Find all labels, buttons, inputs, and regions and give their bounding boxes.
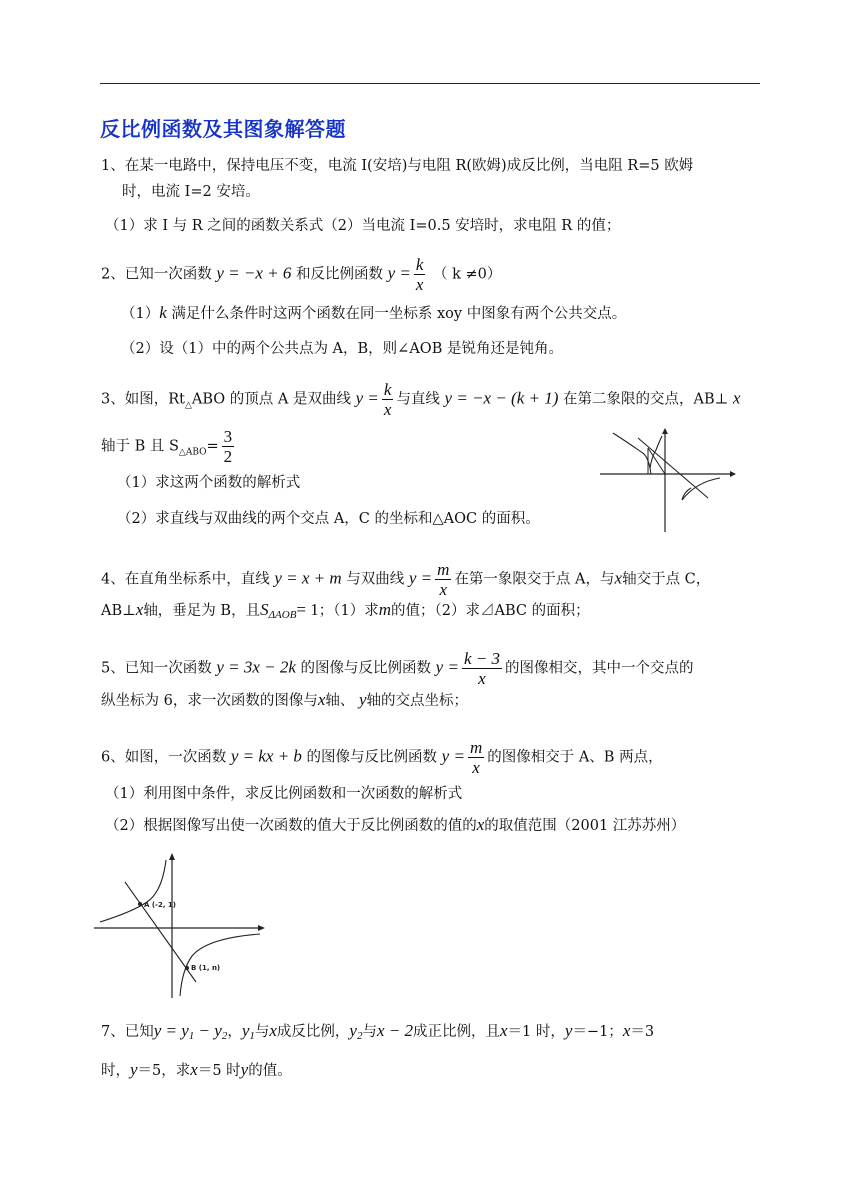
- q3-x-arrow: [730, 471, 736, 477]
- q7-line2-a: 时，: [101, 1063, 130, 1079]
- q7-xa: x: [500, 1021, 508, 1040]
- q3-hyperbola-left-upper: [650, 436, 662, 468]
- q5-prefix: 5、已知一次函数: [101, 660, 212, 677]
- q7-v5: ＝5 时: [197, 1063, 241, 1079]
- q7-y1: y: [241, 1021, 250, 1040]
- q3-y-arrow: [662, 428, 668, 434]
- q4-line2-d: 的值；（2）求⊿ABC 的面积；: [391, 603, 590, 619]
- q3-hyperbola-left: [613, 433, 651, 474]
- q6-y-arrow: [169, 853, 175, 860]
- q2-condition: （ k ≠0）: [433, 266, 502, 283]
- q4-line2: [101, 600, 590, 625]
- q7-v3: ＝3: [630, 1024, 655, 1040]
- q4-S-val: = 1: [296, 600, 319, 619]
- q7-ya: y: [564, 1021, 573, 1040]
- q7-minus-y: − y: [194, 1021, 222, 1040]
- q2-line1: [101, 255, 501, 294]
- q4-fraction: [435, 560, 451, 599]
- q3-frac-num: k: [383, 380, 392, 399]
- q4-mid2: 在第一象限交于点 A，与: [454, 571, 615, 588]
- q3-eq: =: [206, 438, 219, 455]
- q3-line2: [101, 427, 237, 466]
- q6-sub2-a: （2）根据图像写出使一次函数的值大于反比例函数的值的: [105, 818, 477, 834]
- q4-frac-den: x: [439, 580, 448, 599]
- q6-point-A: [138, 902, 142, 906]
- q7-y2: y: [349, 1021, 357, 1040]
- q7-eq1: y = y: [153, 1021, 189, 1040]
- q7-eq1-sub1: 1: [188, 1030, 195, 1042]
- q3-mid1: ABO 的顶点 A 是双曲线: [191, 391, 351, 408]
- q3-line-eq: y = −x − (k + 1): [444, 388, 559, 408]
- q7-x1: x: [269, 1021, 277, 1040]
- q3-mid3: 在第二象限的交点，AB⊥: [563, 391, 729, 408]
- q4-line2-b: 轴，垂足为 B，且: [143, 603, 261, 619]
- q2-sub1-k: k: [159, 303, 167, 322]
- q6-label-B: B (1, n): [191, 964, 221, 972]
- q4-xvar: x: [614, 568, 623, 588]
- q6-x-arrow: [258, 925, 265, 931]
- q6-sub2: [105, 815, 685, 836]
- q3-figure: [596, 428, 736, 534]
- q5-line1: [101, 649, 693, 688]
- q2-fraction: [414, 255, 426, 294]
- q4-line2-x: x: [135, 600, 144, 619]
- q1-line2: 时，电流 I=2 安培。: [122, 184, 260, 200]
- q6-fraction: [468, 738, 484, 777]
- q3-area-den: 2: [223, 447, 233, 466]
- q7-xb: x: [622, 1021, 631, 1040]
- q3-sub1: （1）求这两个函数的解析式: [117, 475, 301, 491]
- q5-line2-c: 轴的交点坐标；: [366, 693, 469, 709]
- q5-y-eq: y =: [435, 657, 459, 677]
- q7-v4: ＝5，求: [137, 1063, 191, 1079]
- q2-linear-function: y = −x + 6: [216, 263, 292, 283]
- q2-mid: 和反比例函数: [295, 266, 383, 283]
- q7-comma: ，: [227, 1024, 242, 1040]
- q6-sub2-x: x: [476, 815, 485, 834]
- q6-label-A: A (-2, 1): [144, 901, 176, 909]
- q7-mid1: 与: [254, 1024, 270, 1040]
- q7-mid4: 成正比例，且: [413, 1024, 500, 1040]
- q3-area-sub: △ABO: [178, 447, 207, 458]
- q4-S: S: [260, 600, 269, 619]
- q4-frac-num: m: [437, 560, 450, 579]
- q6-hyperbola-left: [100, 860, 166, 922]
- q6-point-B: [185, 966, 189, 970]
- q3-fraction: [382, 380, 394, 419]
- q5-fraction: [462, 649, 502, 688]
- q7-yc: y: [240, 1060, 249, 1079]
- q6-y-eq: y =: [441, 746, 465, 766]
- q4-mid3: 轴交于点 C，: [622, 571, 711, 588]
- q5-frac-num: k − 3: [463, 649, 500, 668]
- q5-line2: [101, 690, 468, 711]
- q6-frac-num: m: [469, 738, 483, 757]
- q2-sub1: [121, 303, 626, 324]
- q7-eq1-sub2: 2: [221, 1030, 228, 1042]
- q3-frac-den: x: [383, 400, 392, 419]
- q7-line1: [101, 1021, 654, 1046]
- q3-xvar: x: [732, 388, 741, 408]
- q7-mid3: 与: [362, 1024, 377, 1040]
- q7-xc: x: [190, 1060, 198, 1079]
- q7-mid2: 成反比例，: [276, 1024, 350, 1040]
- q3-mid2: 与直线: [396, 391, 440, 408]
- q3-area-fraction: [222, 427, 235, 466]
- q7-v1: ＝1 时，: [507, 1024, 565, 1040]
- q4-line1: [101, 560, 710, 599]
- q4-prefix: 4、在直角坐标系中，直线: [101, 571, 270, 588]
- q5-mid2: 的图像相交，其中一个交点的: [504, 660, 694, 677]
- q1-line1: 1、在某一电路中，保持电压不变，电流 I(安培)与电阻 R(欧姆)成反比例，当电阻 R=5 欧姆: [101, 158, 694, 174]
- q2-y-eq: y =: [387, 263, 411, 283]
- q6-mid1: 的图像与反比例函数: [306, 749, 438, 766]
- q2-sub1-b: 满足什么条件时这两个函数在同一坐标系 xoy 中图象有两个公共交点。: [171, 306, 627, 322]
- q5-line2-b: 轴、: [325, 693, 355, 709]
- q4-line-eq: y = x + m: [274, 568, 342, 588]
- q7-v6: 的值。: [248, 1063, 292, 1079]
- q4-mid1: 与双曲线: [346, 571, 405, 588]
- q7-y1-sub: 1: [249, 1030, 255, 1042]
- q7-x-minus-2: x − 2: [376, 1021, 413, 1040]
- q6-prefix: 6、如图，一次函数: [101, 749, 227, 766]
- q7-v2: ＝−1；: [572, 1024, 623, 1040]
- q5-line2-y: y: [359, 690, 367, 709]
- q2-frac-num: k: [415, 255, 424, 274]
- q2-sub1-a: （1）: [121, 306, 160, 322]
- q4-line2-c: ；（1）求: [318, 603, 379, 619]
- q4-line2-m: m: [378, 600, 392, 619]
- q3-line1: [101, 380, 740, 419]
- q2-prefix: 2、已知一次函数: [101, 266, 212, 283]
- q2-sub2: （2）设（1）中的两个公共点为 A，B，则∠AOB 是锐角还是钝角。: [121, 341, 563, 357]
- q3-prefix: 3、如图，Rt: [101, 391, 185, 408]
- q3-line2-a: 轴于 B 且 S: [101, 438, 179, 455]
- q6-mid2: 的图像相交于 A、B 两点，: [487, 749, 663, 766]
- q6-figure: [92, 852, 272, 1000]
- q3-tri-sub: △: [184, 400, 192, 411]
- header-rule: [100, 83, 760, 84]
- q5-line2-x: x: [317, 690, 326, 709]
- q7-yb: y: [130, 1060, 138, 1079]
- q7-prefix: 7、已知: [101, 1024, 154, 1040]
- q5-mid1: 的图像与反比例函数: [300, 660, 432, 677]
- q1-line3: （1）求 I 与 R 之间的函数关系式（2）当电流 I=0.5 安培时，求电阻 R 的值；: [105, 218, 621, 234]
- q6-sub2-b: 的取值范围（2001 江苏苏州）: [484, 818, 686, 834]
- q7-y2-sub: 2: [356, 1030, 363, 1042]
- q4-y-eq: y =: [408, 568, 433, 588]
- q6-frac-den: x: [472, 758, 480, 777]
- q7-line2: [101, 1060, 292, 1081]
- q4-line2-a: AB⊥: [101, 603, 136, 619]
- q5-linear-function: y = 3x − 2k: [216, 657, 296, 677]
- q3-area-num: 3: [223, 427, 233, 446]
- q6-line1: [101, 738, 663, 777]
- q5-line2-a: 纵坐标为 6，求一次函数的图像与: [101, 693, 318, 709]
- q3-sub2: （2）求直线与双曲线的两个交点 A，C 的坐标和△AOC 的面积。: [117, 511, 540, 527]
- q3-y-eq: y =: [355, 388, 379, 408]
- page-title: 反比例函数及其图象解答题: [100, 117, 346, 141]
- q6-linear-function: y = kx + b: [230, 746, 302, 766]
- q4-S-sub: ΔAOB: [268, 609, 297, 621]
- q5-frac-den: x: [478, 669, 486, 688]
- q2-frac-den: x: [415, 275, 424, 294]
- q6-sub1: （1）利用图中条件，求反比例函数和一次函数的解析式: [105, 786, 463, 802]
